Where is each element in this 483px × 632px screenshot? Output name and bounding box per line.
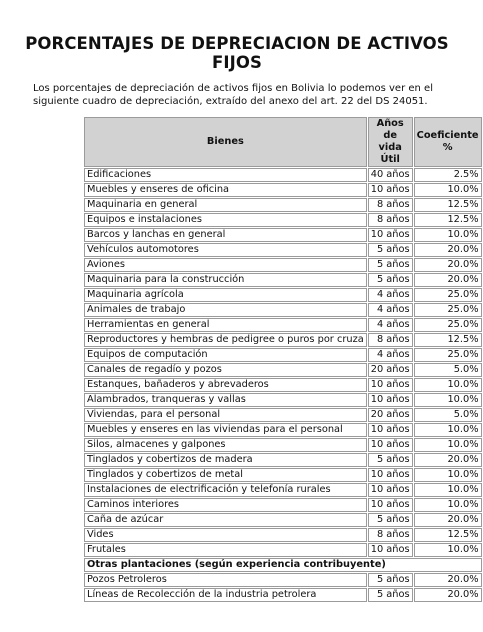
cell-coeficiente: 20.0% [414, 273, 482, 287]
table-row [84, 408, 482, 422]
table-row [84, 288, 482, 302]
cell-anos: 8 años [368, 198, 413, 212]
cell-coeficiente: 20.0% [414, 573, 482, 587]
cell-bien: Edificaciones [84, 168, 367, 182]
cell-coeficiente: 25.0% [414, 288, 482, 302]
cell-coeficiente: 20.0% [414, 258, 482, 272]
cell-coeficiente: 12.5% [414, 213, 482, 227]
cell-anos: 4 años [368, 288, 413, 302]
cell-coeficiente: 10.0% [414, 543, 482, 557]
table-row [84, 243, 482, 257]
intro-text: Los porcentajes de depreciación de activos fijos en Bolivia lo podemos ver en el siguiente cuadro de depreciación, extraído del anexo del art. 22 del DS 24051. [33, 83, 433, 107]
cell-coeficiente: 5.0% [414, 408, 482, 422]
cell-bien: Maquinaria para la construcción [84, 273, 367, 287]
cell-bien: Muebles y enseres en las viviendas para el personal [84, 423, 367, 437]
cell-coeficiente: 10.0% [414, 183, 482, 197]
cell-anos: 8 años [368, 213, 413, 227]
depreciation-table [83, 116, 483, 603]
cell-bien: Muebles y enseres de oficina [84, 183, 367, 197]
table-row [84, 588, 482, 602]
cell-anos: 8 años [368, 528, 413, 542]
table-row [84, 183, 482, 197]
table-row [84, 393, 482, 407]
cell-bien: Vehículos automotores [84, 243, 367, 257]
cell-bien: Viviendas, para el personal [84, 408, 367, 422]
table-row [84, 423, 482, 437]
cell-bien: Maquinaria agrícola [84, 288, 367, 302]
cell-bien: Líneas de Recolección de la industria petrolera [84, 588, 367, 602]
cell-anos: 8 años [368, 333, 413, 347]
table-row [84, 498, 482, 512]
table-row [84, 348, 482, 362]
cell-bien: Vides [84, 528, 367, 542]
cell-coeficiente: 10.0% [414, 393, 482, 407]
cell-bien: Reproductores y hembras de pedigree o puros por cruza [84, 333, 367, 347]
table-row [84, 258, 482, 272]
table-header-row [84, 117, 482, 167]
cell-bien: Equipos e instalaciones [84, 213, 367, 227]
cell-bien: Tinglados y cobertizos de madera [84, 453, 367, 467]
cell-anos: 5 años [368, 453, 413, 467]
cell-anos: 10 años [368, 393, 413, 407]
cell-coeficiente: 20.0% [414, 588, 482, 602]
section-row [84, 558, 482, 572]
table-row [84, 363, 482, 377]
cell-coeficiente: 10.0% [414, 228, 482, 242]
table-row [84, 378, 482, 392]
cell-anos: 5 años [368, 243, 413, 257]
cell-coeficiente: 20.0% [414, 513, 482, 527]
cell-anos: 10 años [368, 468, 413, 482]
cell-bien: Frutales [84, 543, 367, 557]
cell-coeficiente: 10.0% [414, 438, 482, 452]
table-row [84, 333, 482, 347]
table-row [84, 303, 482, 317]
cell-anos: 10 años [368, 423, 413, 437]
cell-anos: 20 años [368, 363, 413, 377]
cell-anos: 10 años [368, 378, 413, 392]
cell-bien: Instalaciones de electrificación y telefonía rurales [84, 483, 367, 497]
cell-bien: Barcos y lanchas en general [84, 228, 367, 242]
cell-anos: 4 años [368, 348, 413, 362]
cell-anos: 4 años [368, 318, 413, 332]
cell-bien: Estanques, bañaderos y abrevaderos [84, 378, 367, 392]
page-title: PORCENTAJES DE DEPRECIACION DE ACTIVOS FIJOS [25, 34, 449, 72]
table-row [84, 513, 482, 527]
cell-anos: 20 años [368, 408, 413, 422]
cell-coeficiente: 20.0% [414, 453, 482, 467]
cell-bien: Pozos Petroleros [84, 573, 367, 587]
cell-bien: Caña de azúcar [84, 513, 367, 527]
cell-bien: Caminos interiores [84, 498, 367, 512]
cell-coeficiente: 10.0% [414, 423, 482, 437]
header-bienes: Bienes [84, 117, 367, 167]
cell-coeficiente: 10.0% [414, 483, 482, 497]
cell-coeficiente: 2.5% [414, 168, 482, 182]
table-row [84, 438, 482, 452]
cell-coeficiente: 12.5% [414, 528, 482, 542]
cell-coeficiente: 25.0% [414, 348, 482, 362]
cell-bien: Animales de trabajo [84, 303, 367, 317]
cell-anos: 40 años [368, 168, 413, 182]
table-row [84, 273, 482, 287]
cell-coeficiente: 12.5% [414, 333, 482, 347]
table-row [84, 228, 482, 242]
intro-paragraph [33, 82, 433, 108]
table-row [84, 198, 482, 212]
cell-bien: Alambrados, tranqueras y vallas [84, 393, 367, 407]
cell-bien: Herramientas en general [84, 318, 367, 332]
table-row [84, 528, 482, 542]
cell-anos: 5 años [368, 258, 413, 272]
cell-anos: 5 años [368, 573, 413, 587]
cell-coeficiente: 10.0% [414, 378, 482, 392]
table-row [84, 483, 482, 497]
cell-anos: 5 años [368, 513, 413, 527]
table-row [84, 168, 482, 182]
cell-bien: Tinglados y cobertizos de metal [84, 468, 367, 482]
cell-anos: 4 años [368, 303, 413, 317]
section-label: Otras plantaciones (según experiencia contribuyente) [84, 558, 482, 572]
cell-coeficiente: 10.0% [414, 498, 482, 512]
table-row [84, 318, 482, 332]
cell-anos: 10 años [368, 228, 413, 242]
cell-coeficiente: 5.0% [414, 363, 482, 377]
header-anos-vida-util: Años de vida Útil [368, 117, 413, 167]
cell-coeficiente: 20.0% [414, 243, 482, 257]
table-row [84, 573, 482, 587]
cell-bien: Silos, almacenes y galpones [84, 438, 367, 452]
table-row [84, 453, 482, 467]
cell-coeficiente: 10.0% [414, 468, 482, 482]
cell-coeficiente: 25.0% [414, 318, 482, 332]
header-coeficiente: Coeficiente % [414, 117, 482, 167]
cell-anos: 10 años [368, 498, 413, 512]
table-row [84, 213, 482, 227]
cell-coeficiente: 12.5% [414, 198, 482, 212]
table-row [84, 543, 482, 557]
cell-anos: 5 años [368, 588, 413, 602]
cell-anos: 10 años [368, 438, 413, 452]
cell-coeficiente: 25.0% [414, 303, 482, 317]
cell-anos: 10 años [368, 543, 413, 557]
cell-anos: 10 años [368, 183, 413, 197]
table-row [84, 468, 482, 482]
cell-bien: Equipos de computación [84, 348, 367, 362]
cell-anos: 5 años [368, 273, 413, 287]
cell-bien: Aviones [84, 258, 367, 272]
table-body [84, 168, 482, 602]
cell-anos: 10 años [368, 483, 413, 497]
cell-bien: Canales de regadío y pozos [84, 363, 367, 377]
cell-bien: Maquinaria en general [84, 198, 367, 212]
